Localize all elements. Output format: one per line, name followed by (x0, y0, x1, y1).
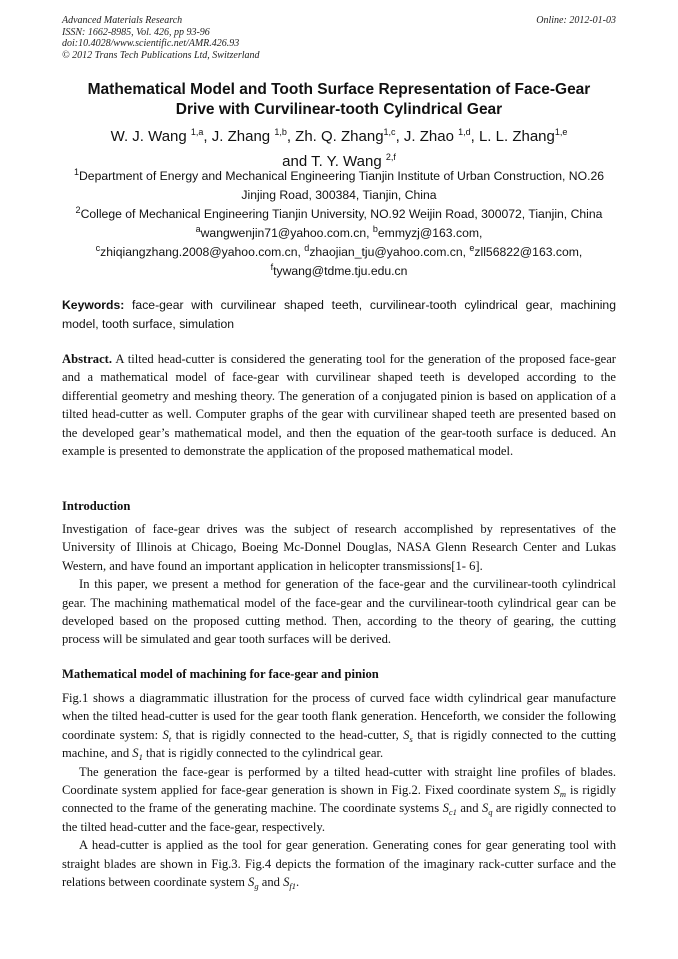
coord-symbol (403, 728, 413, 742)
author-name: J. Zhang (211, 128, 275, 145)
title-line-2: Drive with Curvilinear-tooth Cylindrical Gear (175, 101, 503, 118)
title-line-1: Mathematical Model and Tooth Surface Representation of Face-Gear (87, 81, 591, 98)
affil-sup: 2 (75, 204, 81, 215)
abstract-label: Abstract. (62, 352, 113, 366)
email-link[interactable]: zhiqiangzhang.2008@yahoo.com.cn, (100, 245, 305, 259)
text-run: Fig.1 shows a diagrammatic illustration for the process of curved face width cylindrical gear manufacture when the tilted head-cutter is used for the gear tooth flank generation. Henceforth, we consider the following coordinate system: (62, 691, 616, 742)
coord-letter: S (481, 801, 489, 816)
author-sep: , (286, 128, 296, 145)
author-name: Zh. Q. Zhang (295, 128, 384, 145)
email-link[interactable]: zll56822@163.com, (474, 245, 583, 259)
affiliations (62, 167, 616, 281)
email-sup: d (304, 242, 310, 253)
author-affil-sup: 1,a (190, 127, 204, 137)
author-line-1 (62, 124, 616, 149)
coord-letter: S (162, 727, 169, 742)
text-run: The generation the face-gear is performed by a tilted head-cutter with straight line profiles of blades. Coordinate system applied for face-gear generation is shown in Fig.2. Fixed coordinate system (62, 764, 616, 798)
email-sup: a (195, 223, 201, 234)
author-name: L. L. Zhang (478, 128, 555, 145)
coord-symbol (132, 746, 143, 763)
coord-symbol (553, 783, 567, 800)
author-name: J. Zhao (403, 128, 459, 145)
affiliation-2 (62, 205, 616, 224)
email-link[interactable]: zhaojian_tju@yahoo.com.cn, (309, 245, 470, 259)
affiliation-1 (62, 167, 616, 186)
email-line-2 (62, 243, 616, 262)
author-affil-sup: 1,d (458, 127, 471, 137)
coord-symbol (481, 801, 493, 818)
coord-letter: S (403, 727, 410, 742)
coord-letter: S (283, 875, 290, 890)
coord-subscript: q (488, 807, 493, 818)
doi-line: doi:10.4028/www.scientific.net/AMR.426.93 (62, 38, 240, 49)
author-name: W. J. Wang (110, 128, 191, 145)
coord-symbol (283, 875, 296, 892)
text-run: that is rigidly connected to the cylindrical gear. (142, 746, 384, 761)
author-affil-sup: 2,f (385, 152, 396, 162)
intro-paragraph-1: Investigation of face-gear drives was the subject of research accomplished by representatives of the University of Illinois at Chicago, Boeing Mc-Donnel Douglas, NASA Glenn Research Center and Lukas Western, and have found an important application in helicopter transmissions[1- 6]. (62, 522, 616, 573)
introduction-body (62, 520, 616, 649)
text-run: are rigidly connected to the tilted head-cutter and the face-gear, respectively. (62, 801, 617, 834)
keywords-text: face-gear with curvilinear shaped teeth, curvilinear-tooth cylindrical gear, machining model, tooth surface, simulation (62, 298, 616, 331)
text-run: that is rigidly connected to the head-cutter, (171, 727, 404, 742)
email-link[interactable]: wangwenjin71@yahoo.com.cn, (200, 226, 373, 240)
coord-subscript: f1 (289, 881, 296, 892)
text-run: and (258, 875, 284, 890)
email-sup: f (270, 261, 274, 272)
keywords (62, 296, 616, 334)
coord-symbol (442, 801, 457, 818)
section-body (62, 689, 616, 891)
paper-title (62, 80, 616, 120)
email-sup: c (95, 242, 101, 253)
affil-sup: 1 (73, 166, 79, 177)
author-name: and T. Y. Wang (282, 153, 386, 170)
coord-symbol (248, 875, 259, 892)
coord-subscript: c1 (448, 807, 457, 818)
author-affil-sup: 1,b (274, 127, 287, 137)
email-sup: b (372, 223, 378, 234)
coord-subscript: t (168, 733, 172, 744)
author-affil-sup: 1,c (383, 127, 396, 137)
section-paragraph-3 (62, 836, 616, 891)
section-paragraph-2 (62, 763, 616, 837)
coord-letter: S (442, 801, 449, 816)
text-run: and (456, 801, 482, 816)
online-date: Online: 2012-01-03 (536, 15, 616, 26)
coord-subscript: 1 (138, 752, 143, 763)
abstract-text: A tilted head-cutter is considered the generating tool for the generation of the proposed face-gear and a mathematical model of face-gear with curvilinear shaped teeth is developed according to the differential geometry and meshing theory. The generation of a conjugated pinion is based on application of a tilted head-cutter as well. Computer graphs of the gear with curvilinear shaped teeth are presented based on the developed gear’s mathematical model, and then the equation of the gear-tooth surface is deduced. An example is presented to demonstrate the application of the proposed mathematical model. (62, 352, 616, 459)
coord-subscript: s (409, 733, 413, 744)
journal-name: Advanced Materials Research (62, 15, 183, 26)
text-run: is rigidly connected to the frame of the generating machine. The coordinate systems (62, 783, 616, 816)
email-sup: e (469, 242, 475, 253)
section-paragraph-1 (62, 689, 616, 763)
issn-line: ISSN: 1662-8985, Vol. 426, pp 93-96 (62, 26, 210, 38)
affiliation-1-cont: Jinjing Road, 300384, Tianjin, China (241, 188, 437, 202)
section-heading: Mathematical model of machining for face-gear and pinion (62, 667, 379, 681)
text-run: . (296, 875, 300, 890)
text-run: that is rigidly connected to the cutting machine, and (62, 727, 616, 761)
author-affil-sup: 1,e (554, 127, 568, 137)
email-link[interactable]: tywang@tdme.tju.edu.cn (273, 264, 408, 278)
coord-letter: S (553, 783, 560, 798)
email-link[interactable]: emmyzj@163.com, (377, 226, 483, 240)
author-sep: , (203, 128, 212, 145)
coord-subscript: g (254, 881, 259, 892)
email-line-3 (62, 262, 616, 281)
affil-text: College of Mechanical Engineering Tianjin University, NO.92 Weijin Road, 300072, Tianjin, China (80, 207, 603, 221)
author-sep: , (470, 128, 479, 145)
keywords-label: Keywords: (62, 298, 125, 312)
coord-symbol (163, 728, 172, 742)
abstract (62, 350, 616, 460)
author-sep: , (395, 128, 404, 145)
coord-letter: S (248, 875, 255, 890)
coord-subscript: m (559, 789, 567, 800)
affil-text: Department of Energy and Mechanical Engineering Tianjin Institute of Urban Construction, NO.26 (78, 169, 605, 183)
journal-header (62, 15, 616, 61)
email-line-1 (62, 224, 616, 243)
copyright-line: © 2012 Trans Tech Publications Ltd, Switzerland (62, 49, 260, 61)
introduction-heading: Introduction (62, 499, 131, 513)
coord-letter: S (132, 746, 139, 761)
text-run: A head-cutter is applied as the tool for gear generation. Generating cones for gear generating tool with straight blades are shown in Fig.3. Fig.4 depicts the formation of the imaginary rack-cutter surface and the relations between coordinate system (62, 838, 616, 890)
intro-paragraph-2: In this paper, we present a method for generation of the face-gear and the curvilinear-tooth cylindrical gear. The machining mathematical model of the face-gear and the curvilinear-tooth cylindrical gear can be developed based on the proposed cutting method. Then, according to the theory of gearing, the cutting process will be simulated and gear tooth surfaces will be derived. (62, 577, 616, 647)
